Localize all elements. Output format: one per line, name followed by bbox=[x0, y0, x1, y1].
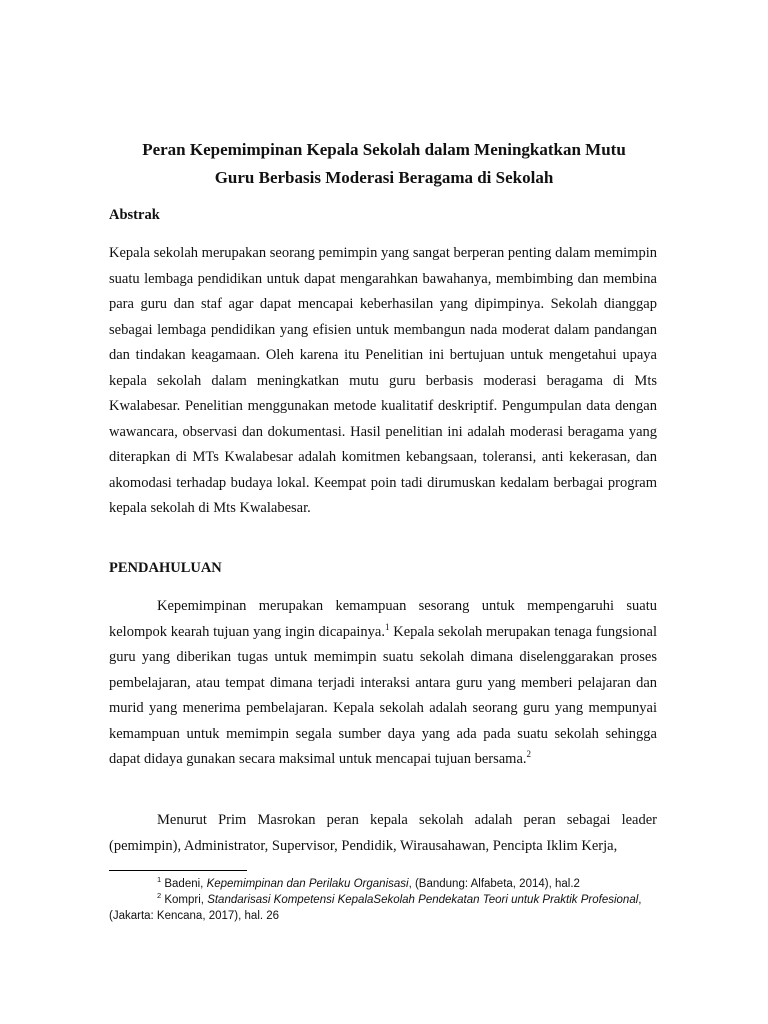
footnote-1 bbox=[157, 876, 580, 892]
abstract-heading: Abstrak bbox=[109, 207, 160, 223]
paper-title-line-1: Peran Kepemimpinan Kepala Sekolah dalam Meningkatkan Mutu bbox=[142, 140, 626, 159]
footnote-punctuation: , bbox=[638, 894, 642, 906]
footnote-ref-2[interactable]: 2 bbox=[526, 749, 532, 760]
paragraph-text: Kepemimpinan merupakan kemampuan sesorang untuk mempengaruhi suatu kelompok kearah tujuan yang ingin dicapainya. bbox=[109, 598, 657, 640]
footnote-2-continuation: (Jakarta: Kencana, 2017), hal. 26 bbox=[109, 910, 280, 922]
footnote-book-title: Kepemimpinan dan Perilaku Organisasi bbox=[206, 878, 409, 890]
footnote-number: 1 bbox=[157, 875, 162, 885]
footnote-divider bbox=[109, 870, 247, 871]
footnote-publisher: , (Bandung: Alfabeta, 2014), hal.2 bbox=[408, 878, 580, 890]
footnote-number: 2 bbox=[157, 891, 162, 901]
footnote-ref-1[interactable]: 1 bbox=[384, 621, 390, 632]
footnote-2 bbox=[157, 892, 641, 908]
paragraph-text: Kepala sekolah merupakan tenaga fungsional guru yang diberikan tugas untuk memimpin suatu sekolah dimana diselenggarakan proses pembelajaran, atau tempat dimana terjadi interaksi antara guru yang memberi pelajaran dan murid yang menerima pembelajaran. Kepala sekolah adalah seorang guru yang mempunyai kemampuan untuk memimpin segala sumber daya yang ada pada suatu sekolah sehingga dapat didaya gunakan secara maksimal untuk mencapai tujuan bersama. bbox=[109, 623, 657, 767]
introduction-heading: PENDAHULUAN bbox=[109, 560, 222, 576]
introduction-paragraph-1 bbox=[109, 594, 657, 773]
introduction-paragraph-2: Menurut Prim Masrokan peran kepala sekolah adalah peran sebagai leader (pemimpin), Administrator, Supervisor, Pendidik, Wirausahawan, Pencipta Iklim Kerja, bbox=[109, 812, 657, 854]
paper-title-line-2: Guru Berbasis Moderasi Beragama di Sekolah bbox=[214, 168, 554, 187]
footnote-author: Kompri, bbox=[161, 894, 208, 906]
footnote-book-title: Standarisasi Kompetensi KepalaSekolah Pendekatan Teori untuk Praktik Profesional bbox=[207, 894, 639, 906]
footnote-author: Badeni, bbox=[161, 878, 207, 890]
abstract-text: Kepala sekolah merupakan seorang pemimpin yang sangat berperan penting dalam memimpin suatu lembaga pendidikan untuk dapat mengarahkan bawahanya, membimbing dan membina para guru dan staf agar dapat mencapai keberhasilan yang dipimpinya. Sekolah dianggap sebagai lembaga pendidikan yang efisien untuk membangun nada moderat dalam pandangan dan tindakan keagamaan. Oleh karena itu Penelitian ini bertujuan untuk mengetahui upaya kepala sekolah dalam meningkatkan mutu guru berbasis moderasi beragama di Mts Kwalabesar. Penelitian menggunakan metode kualitatif deskriptif. Pengumpulan data dengan wawancara, observasi dan dokumentasi. Hasil penelitian ini adalah moderasi beragama yang diterapkan di MTs Kwalabesar adalah komitmen kebangsaan, toleransi, anti kekerasan, dan akomodasi terhadap budaya lokal. Keempat poin tadi dirumuskan kedalam berbagai program kepala sekolah di Mts Kwalabesar. bbox=[109, 245, 657, 516]
